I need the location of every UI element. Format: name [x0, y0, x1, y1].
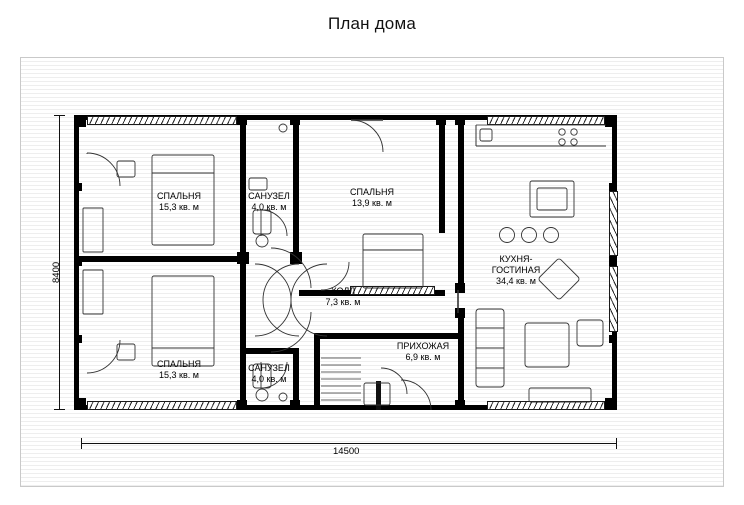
structural-post — [605, 115, 617, 127]
dimension-width-label: 14500 — [333, 446, 360, 457]
dimension-horizontal-line — [81, 443, 617, 444]
window-kitchen-right-upper — [609, 191, 618, 256]
structural-post — [609, 335, 617, 343]
structural-post — [455, 308, 465, 318]
window-kitchen-top — [487, 116, 605, 125]
interior-wall-bedrooms-divider — [79, 256, 246, 262]
dimension-tick — [54, 409, 65, 410]
structural-post — [290, 400, 300, 410]
dimension-tick — [54, 115, 65, 116]
structural-post — [436, 115, 446, 125]
room-label-hall: ХОЛЛ 7,3 кв. м — [325, 286, 361, 307]
interior-wall-bathroom-bottom-top — [240, 348, 299, 354]
room-label-bathroom-bottom: САНУЗЕЛ 4,0 кв. м — [248, 363, 290, 384]
structural-post — [74, 335, 82, 343]
interior-wall-bathroom-top-right — [293, 115, 299, 256]
structural-post — [455, 400, 465, 410]
structural-post — [455, 115, 465, 125]
room-label-kitchen-living: КУХНЯ- ГОСТИНАЯ 34,4 кв. м — [491, 254, 541, 286]
room-label-bedroom-top-left: СПАЛЬНЯ 15,3 кв. м — [157, 191, 201, 212]
room-label-entry: ПРИХОЖАЯ 6,9 кв. м — [396, 341, 450, 362]
structural-post — [605, 398, 617, 410]
interior-wall-entry-right-stub — [376, 381, 381, 410]
interior-wall-left-core-lower — [240, 262, 246, 410]
room-label-bathroom-top: САНУЗЕЛ 4,0 кв. м — [248, 191, 290, 212]
dimension-height-label: 8400 — [51, 261, 62, 283]
structural-post — [237, 252, 249, 264]
window-top-left — [87, 116, 237, 125]
interior-wall-left-core — [240, 115, 246, 256]
page-title: План дома — [327, 14, 417, 33]
interior-wall-center-bedroom-right — [439, 115, 445, 233]
structural-post — [609, 256, 617, 266]
structural-post — [74, 398, 86, 410]
structural-post — [74, 183, 82, 191]
dimension-tick — [616, 438, 617, 449]
structural-post — [290, 115, 300, 125]
structural-post — [237, 115, 247, 125]
floor-plan-canvas — [20, 57, 724, 487]
window-kitchen-right-lower — [609, 266, 618, 332]
dimension-tick — [81, 438, 82, 449]
structural-post — [237, 400, 247, 410]
room-label-bedroom-center: СПАЛЬНЯ 13,9 кв. м — [350, 187, 394, 208]
structural-post — [609, 183, 617, 191]
room-label-bedroom-bottom-left: СПАЛЬНЯ 15,3 кв. м — [157, 359, 201, 380]
window-kitchen-bottom — [487, 401, 605, 410]
interior-wall-entry-top — [314, 333, 458, 339]
window-bottom-left — [87, 401, 237, 410]
interior-wall-entry-left — [314, 333, 320, 410]
structural-post — [74, 115, 86, 127]
structural-post — [290, 252, 302, 264]
